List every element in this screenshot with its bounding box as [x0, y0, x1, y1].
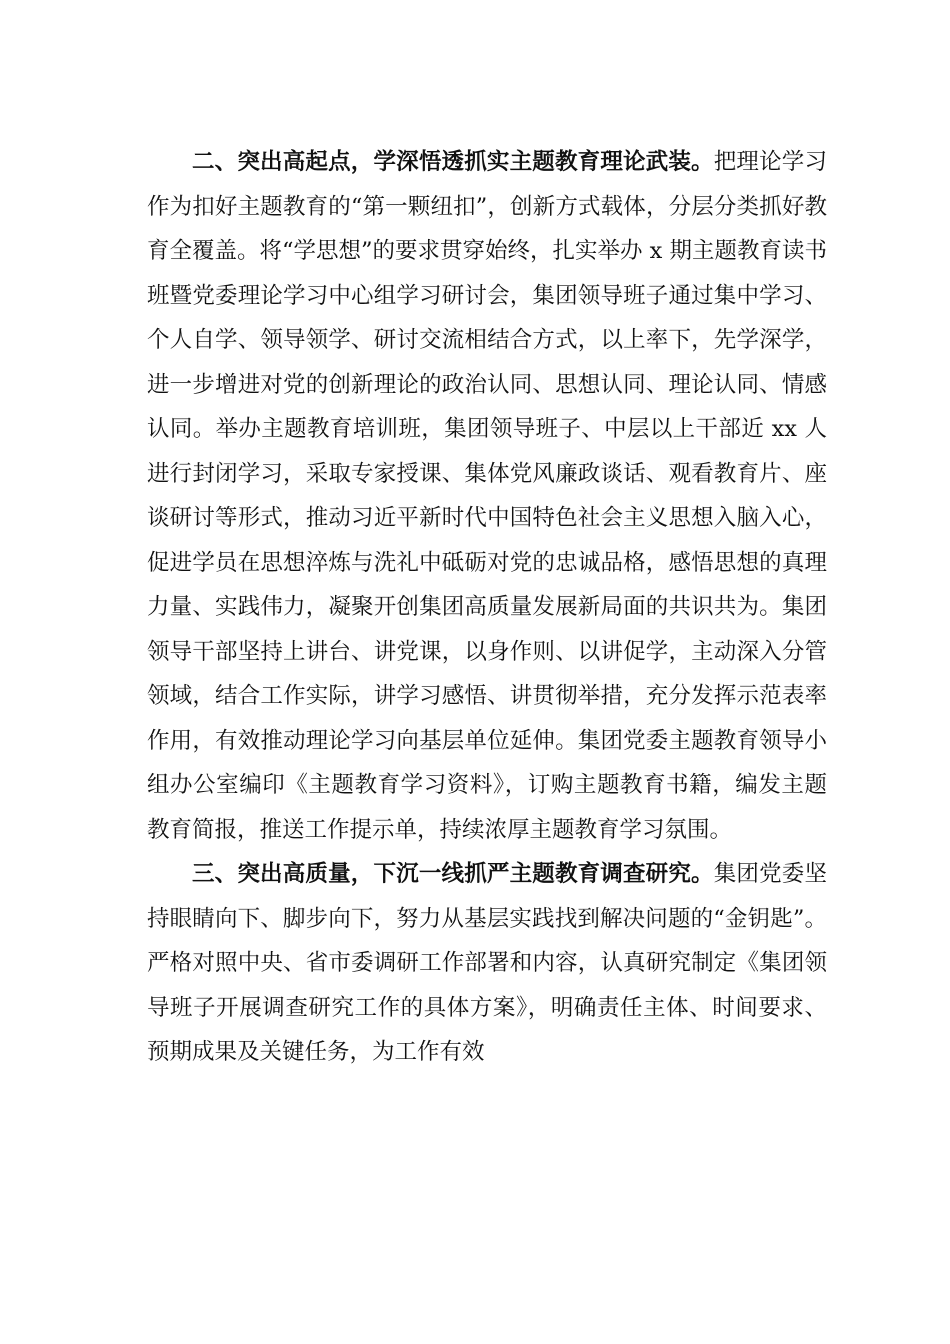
paragraph-section-2 — [147, 140, 827, 852]
section-3-heading: 三、突出高质量，下沉一线抓严主题教育调查研究。 — [192, 861, 714, 887]
section-2-text: 把理论学习作为扣好主题教育的“第一颗纽扣”，创新方式载体，分层分类抓好教育全覆盖。将“学思想”的要求贯穿始终，扎实举办 x 期主题教育读书班暨党委理论学习中心组学习研讨会，集团领导班子通过集中学习、个人自学、领导领学、研讨交流相结合方式，以上率下，先学深学，进一步增进对党的创新理论的政治认同、思想认同、理论认同、情感认同。举办主题教育培训班，集团领导班子、中层以上干部近 xx 人进行封闭学习，采取专家授课、集体党风廉政谈话、观看教育片、座谈研讨等形式，推动习近平新时代中国特色社会主义思想入脑入心，促进学员在思想淬炼与洗礼中砥砺对党的忠诚品格，感悟思想的真理力量、实践伟力，凝聚开创集团高质量发展新局面的共识共为。集团领导干部坚持上讲台、讲党课，以身作则、以讲促学，主动深入分管领域，结合工作实际，讲学习感悟、讲贯彻举措，充分发挥示范表率作用，有效推动理论学习向基层单位延伸。集团党委主题教育领导小组办公室编印《主题教育学习资料》，订购主题教育书籍，编发主题教育简报，推送工作提示单，持续浓厚主题教育学习氛围。 — [147, 149, 828, 843]
document-body — [147, 140, 827, 1075]
section-3-text: 集团党委坚持眼睛向下、脚步向下，努力从基层实践找到解决问题的“金钥匙”。严格对照中央、省市委调研工作部署和内容，认真研究制定《集团领导班子开展调查研究工作的具体方案》，明确责任主体、时间要求、预期成果及关键任务，为工作有效 — [147, 861, 827, 1065]
paragraph-section-3 — [147, 852, 827, 1075]
section-2-heading: 二、突出高起点，学深悟透抓实主题教育理论武装。 — [192, 149, 714, 175]
